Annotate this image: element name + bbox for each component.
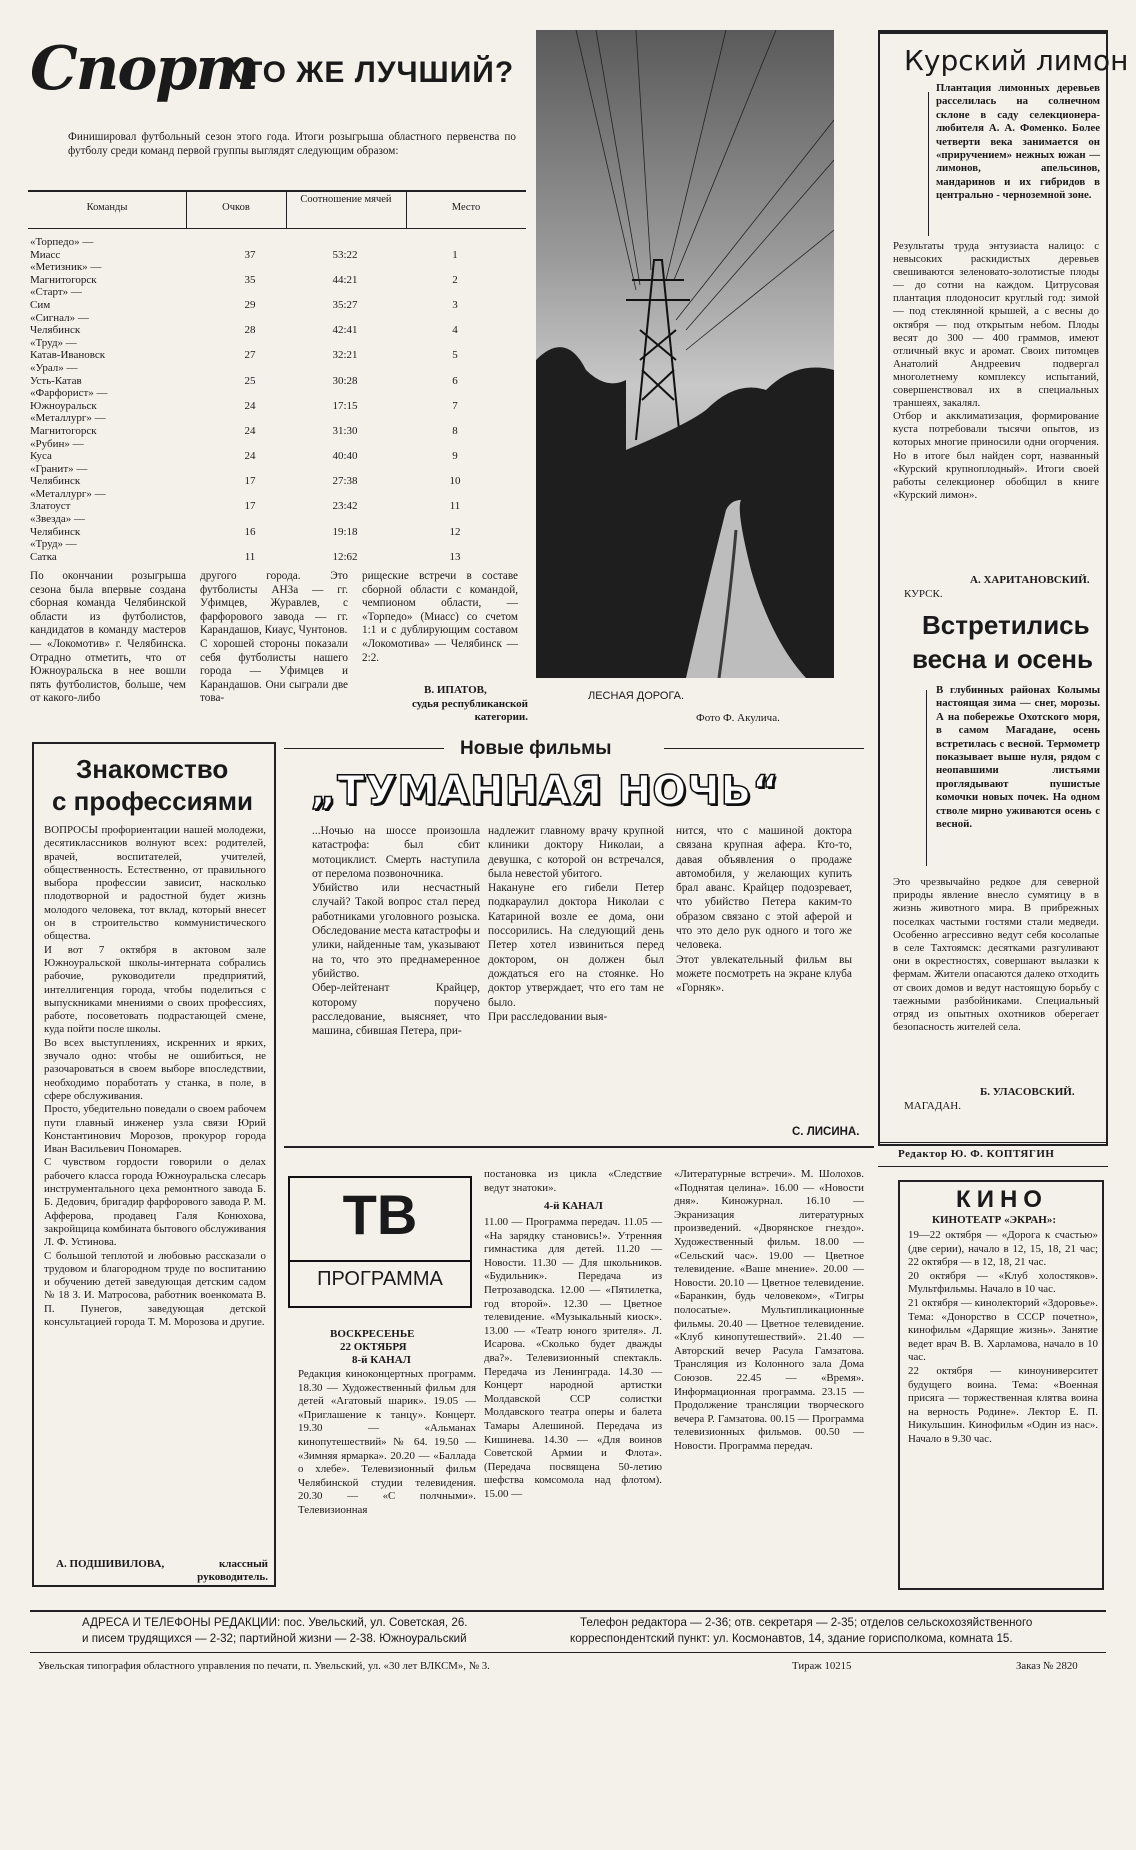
points-value: 17 xyxy=(244,500,256,513)
table-row xyxy=(30,387,510,400)
seasons-title-2: весна и осень xyxy=(912,644,1093,674)
place-value: 10 xyxy=(449,475,461,488)
goals-cell xyxy=(290,286,400,299)
team-city: Челябинск xyxy=(30,525,81,538)
table-header-goals: Соотношение мячей xyxy=(300,194,392,205)
table-row xyxy=(30,450,510,463)
kino-theatre: КИНОТЕАТР «ЭКРАН»: xyxy=(932,1214,1057,1226)
points-cell xyxy=(210,387,290,400)
tv-section xyxy=(284,1152,872,1612)
profession-title-1: Знакомство xyxy=(76,754,229,784)
place-value: 12 xyxy=(449,525,461,538)
points-value: 25 xyxy=(244,374,256,387)
place-value: 8 xyxy=(452,424,458,437)
sport-col3: рищеские встречи в составе сборной области с командой, чемпионом области, — «Торпедо» (Миасс) со счетом 1:1 и с дублирующим составом «Локомотива» — Челябинск — 2:2. xyxy=(362,570,518,664)
points-cell xyxy=(210,261,290,274)
sport-logo: Спорт xyxy=(30,34,257,104)
points-value: 29 xyxy=(244,298,256,311)
table-row xyxy=(30,324,510,337)
place-value: 11 xyxy=(449,500,461,513)
lemon-title: Курский лимон xyxy=(904,44,1129,77)
team-name: «Труд» — xyxy=(30,538,77,551)
place-cell xyxy=(400,286,510,299)
place-cell xyxy=(400,362,510,375)
team-name: «Металлург» — xyxy=(30,487,106,500)
table-row xyxy=(30,261,510,274)
place-cell xyxy=(400,261,510,274)
table-row xyxy=(30,526,510,539)
place-cell xyxy=(400,438,510,451)
team-city: Челябинск xyxy=(30,475,81,488)
table-row xyxy=(30,299,510,312)
tv-channel-4: 4-й КАНАЛ xyxy=(544,1200,603,1212)
place-cell xyxy=(400,538,510,551)
tv-badge-small: ПРОГРАММА xyxy=(317,1268,443,1290)
points-cell xyxy=(210,463,290,476)
table-row xyxy=(30,337,510,350)
team-name: «Торпедо» — xyxy=(30,236,94,248)
photo-caption: ЛЕСНАЯ ДОРОГА. xyxy=(588,690,685,702)
goals-cell xyxy=(290,261,400,274)
films-col1: ...Ночью на шоссе произошла катастрофа: был сбит мотоциклист. Смерть наступила от перелома позвоночника. Убийство или несчастный случай? Такой вопрос стал перед работниками уголовного розыска. Обследование места катастрофы и улики, найденные там, указывают на то, что это преднамеренное убийство. Обер-лейтенант Крайцер, которому поручено расследование, выясняет, что машина, сбившая Петера, при- xyxy=(312,825,480,1038)
team-name: «Фарфорист» — xyxy=(30,387,108,400)
team-name: «Труд» — xyxy=(30,336,77,349)
table-row xyxy=(30,349,510,362)
place-value: 2 xyxy=(452,273,458,286)
seasons-place: МАГАДАН. xyxy=(904,1100,961,1112)
table-row xyxy=(30,375,510,388)
team-city: Сатка xyxy=(30,550,57,563)
footer-circulation: Тираж 10215 xyxy=(792,1660,852,1672)
goals-cell xyxy=(290,236,400,249)
films-kicker: Новые фильмы xyxy=(460,738,612,759)
goals-cell xyxy=(290,538,400,551)
points-value: 24 xyxy=(244,424,256,437)
place-value: 13 xyxy=(449,550,461,563)
tv-col3: «Литературные встречи». М. Шолохов. «Поднятая целина». 16.00 — «Новости дня». Киножурнал. 16.10 — Экранизация литературных произведений. «Дворянское гнездо». Художественный фильм. 18.00 — «Сельский час». 19.00 — Цветное телевидение. «Ваше мнение». 20.00 — Новости. 20.10 — Цветное телевидение. «Баранкин, будь человеком», «Тигры полосатые». Мультипликационные фильмы. 20.40 — Цветное телевидение. «Клуб кинопутешествий». 21.40 — Авторский вечер Расула Гамзатова. Трансляция из Колонного зала Дома Союзов. 22.45 — «Время». Информационная программа. 23.15 — Продолжение трансляции творческого вечера Р. Гамзатова. 00.15 — Программа телевизионных фильмов. 00.50 — Новости. Программа передач. xyxy=(674,1168,864,1452)
team-city: Магнитогорск xyxy=(30,424,97,437)
goals-value: 19:18 xyxy=(332,525,358,538)
seasons-lead: В глубинных районах Колымы настоящая зима — снег, морозы. А на побережье Охотского моря, в самом Магадане, осень встретилась с весной. Термометр показывает выше нуля, рядом с неопавшими листьями проглядывают пушистые комочки новых почек. На одном стволе мирно уживаются осень с весной. xyxy=(936,684,1100,831)
goals-value: 53:22 xyxy=(332,248,358,261)
goals-value: 35:27 xyxy=(332,298,358,311)
place-cell xyxy=(400,463,510,476)
points-cell xyxy=(210,513,290,526)
profession-body: ВОПРОСЫ профориентации нашей молодежи, десятиклассников волнуют всех: родителей, врачей, воспитателей, учителей, общественность. Естественно, от правильного выбора профессии зависит, насколько плодотворной и радостной будет жизнь молодого человека, тот вклад, который внесет он в строительство коммунистического общества. И вот 7 октября в актовом зале Южноуральской школы-интерната собрались рабочие, руководители предприятий, интеллигенция города, чтобы поделиться с выпускниками мнениями о своих профессиях, работе, посоветовать подрастающей смене, куда пойти после школы. Во всех выступлениях, искренних и ярких, звучало одно: чтобы не ошибиться, не разочароваться в своем выборе впоследствии, необходимо поработать у станка, в поле, в сфере обслуживания. Просто, убедительно поведали о своем рабочем пути главный инженер узла связи Юрий Константинович Морозов, прокурор города Иван Васильевич Пономарев. С чувством гордости говорили о делах рабочего класса города Южноуральска слесарь инструментального цеха ремонтного завода Б. Б. Дедович, бригадир фарфорового завода Р. М. Афферова, продавец Галя Конюхова, закройщица комбината бытового обслуживания Л. Ф. Устинова. С большой теплотой и любовью рассказали о трудовом и благородном труде по воспитанию и обучению детей заведующая детским садом № 18 З. И. Матросова, работник военкомата В. П. Пунегов, заведующая детской консультацией города Т. М. Морозова и другие. xyxy=(44,824,267,1328)
team-city: Магнитогорск xyxy=(30,273,97,286)
place-value: 4 xyxy=(452,324,458,337)
table-row xyxy=(30,475,510,488)
points-value: 24 xyxy=(244,450,256,463)
tv-badge-big: ТВ xyxy=(342,1183,418,1246)
team-name: «Старт» — xyxy=(30,286,82,299)
tv-day: ВОСКРЕСЕНЬЕ xyxy=(330,1328,415,1340)
table-header-points: Очков xyxy=(222,202,250,213)
points-cell xyxy=(210,488,290,501)
points-value: 27 xyxy=(244,349,256,362)
points-value: 11 xyxy=(244,550,256,563)
films-col2: надлежит главному врачу крупной клиники доктору Николаи, а девушка, с которой он встречался, была невестой убитого. Накануне его гибели Петер подкараулил доктора Николаи с Катариной возле ее дома, они поссорились. На следующий день Петер хотел извиниться перед доктором, он должен был дождаться его на стоянке. Но доктор утверждает, что его там не было. При расследовании выя- xyxy=(488,825,664,1023)
tv-date: 22 ОКТЯБРЯ xyxy=(340,1341,407,1353)
place-value: 5 xyxy=(452,349,458,362)
goals-value: 32:21 xyxy=(332,349,358,362)
points-value: 16 xyxy=(244,525,256,538)
photo-credit: Фото Ф. Акулича. xyxy=(696,712,780,724)
profession-author-title: классный руководитель. xyxy=(197,1558,268,1583)
goals-value: 23:42 xyxy=(332,500,358,513)
team-name: «Металлург» — xyxy=(30,412,106,425)
goals-cell xyxy=(290,513,400,526)
tv-badge xyxy=(288,1176,472,1308)
team-name: «Рубин» — xyxy=(30,437,84,450)
goals-value: 17:15 xyxy=(332,399,358,412)
footer-print: Увельская типография областного управления по печати, п. Увельский, ул. «30 лет ВЛКСМ», № 3. xyxy=(38,1660,490,1672)
lemon-author: А. ХАРИТАНОВСКИЙ. xyxy=(970,574,1090,586)
team-city: Усть-Катав xyxy=(30,374,82,387)
table-row xyxy=(30,488,510,501)
footer-line1-left: АДРЕСА И ТЕЛЕФОНЫ РЕДАКЦИИ: пос. Увельский, ул. Советская, 26. xyxy=(82,1616,468,1629)
team-name: «Метизник» — xyxy=(30,261,102,274)
goals-value: 40:40 xyxy=(332,450,358,463)
table-header-team: Команды xyxy=(86,202,128,213)
goals-value: 31:30 xyxy=(332,424,358,437)
sport-col2: другого города. Это футболисты АНЗа — гг. Уфимцев, Журавлев, с фарфорового завода — гг. Карандашов, Киаус, Чунтонов. С хорошей стороны показали себя футболисты нашего города — Уфимцев и Карандашов. Они сыграли две това- xyxy=(200,570,348,705)
team-city: Куса xyxy=(30,450,52,463)
points-cell xyxy=(210,236,290,249)
place-cell xyxy=(400,412,510,425)
footer-order: Заказ № 2820 xyxy=(1016,1660,1078,1672)
place-value: 7 xyxy=(452,399,458,412)
points-value: 17 xyxy=(244,475,256,488)
points-cell xyxy=(210,286,290,299)
goals-cell xyxy=(290,412,400,425)
tv-col2: 11.00 — Программа передач. 11.05 — «На зарядку становись!». Утренняя гимнастика для детей. 11.20 — Новости. 11.30 — Для школьников. «Будильник». Передача из Петрозаводска. 12.00 — «Пятилетка, год второй». 12.30 — Цветное телевидение. «Музыкальный киоск». 13.00 — «Театр юного зрителя». Л. Исарова. «Сколько будет дважды два?». Телевизионный спектакль. Передача из Ленинграда. 14.30 — Концерт народной артистки Молдавской ССР солистки Молдавского театра оперы и балета Тамары Алешиной. Передача из Кишинева. 14.30 — «Для воинов Советской Армии и Флота». (Передача посвящена 50-летию шефства комсомола над флотом). 15.00 — xyxy=(484,1216,662,1500)
lemon-place: КУРСК. xyxy=(904,588,943,600)
table-row xyxy=(30,425,510,438)
table-row xyxy=(30,500,510,513)
seasons-author: Б. УЛАСОВСКИЙ. xyxy=(980,1086,1075,1098)
points-cell xyxy=(210,362,290,375)
table-row xyxy=(30,513,510,526)
table-row xyxy=(30,412,510,425)
films-title: „ТУМАННАЯ НОЧЬ“ xyxy=(310,768,780,814)
place-value: 6 xyxy=(452,374,458,387)
place-cell xyxy=(400,387,510,400)
place-cell xyxy=(400,337,510,350)
seasons-body: Это чрезвычайно редкое для северной природы явление внесло сумятицу в в жизнь животного мира. В прибрежных поселках частыми гостями стали медведи. Особенно агрессивно ведут себя косолапые в селе Тахтоямск: десятками разгуливают они в окрестностях, совершают вылазки к фермам. Жители опасаются далеко отходить от своих домов и ведут настоящую борьбу с таежными разбойниками. Специальный отряд из опытных охотников оберегает безопасность жителей села. xyxy=(893,876,1099,1034)
points-cell xyxy=(210,412,290,425)
team-city: Челябинск xyxy=(30,324,81,337)
kino-title: КИНО xyxy=(956,1186,1048,1213)
forest-road-photo xyxy=(536,30,834,678)
place-value: 3 xyxy=(452,298,458,311)
kino-body: 19—22 октября — «Дорога к счастью» (две серии), начало в 12, 15, 18, 21 час; 22 октября — в 12, 18, 21 час. 20 октября — «Клуб холостяков». Мультфильмы. Начало в 10 час. 21 октября — кинолекторий «Здоровье». Тема: «Донорство в СССР почетно», кинофильм «Дарящие жизнь». Занятие ведет врач В. В. Харламова, начало в 10 час. 22 октября — киноуниверситет будущего воина. Тема: «Военная присяга — торжественная клятва воина на верность Родине». Лектор Е. П. Никульшин. Кинофильм «Один из нас». Начало в 9.30 час. xyxy=(908,1229,1098,1445)
table-row xyxy=(30,312,510,325)
place-cell xyxy=(400,513,510,526)
footer-line1-right: Телефон редактора — 2-36; отв. секретаря — 2-35; отделов сельскохозяйственного xyxy=(580,1616,1033,1629)
sport-signature-title: судья республиканской категории. xyxy=(412,698,528,723)
films-section xyxy=(284,738,872,1138)
team-city: Катав-Ивановск xyxy=(30,349,106,362)
films-col3: нится, что с машиной доктора связана крупная афера. Кто-то, давая объявления о продаже автомобиля, у желающих купить брал аванс. Крайцер подозревает, что убийство Петера каким-то образом связано с этой аферой и что это дело рук одного и того же человека. Этот увлекательный фильм вы можете посмотреть на экране клуба «Горняк». xyxy=(676,825,852,995)
points-cell xyxy=(210,337,290,350)
table-row xyxy=(30,249,510,262)
table-header-place: Место xyxy=(451,202,481,213)
footer-line2-left: и писем трудящихся — 2-32; партийной жизни — 2-38. Южноуральский xyxy=(82,1632,467,1645)
goals-cell xyxy=(290,488,400,501)
goals-cell xyxy=(290,438,400,451)
team-city: Златоуст xyxy=(30,500,71,513)
goals-cell xyxy=(290,337,400,350)
points-cell xyxy=(210,538,290,551)
team-city: Сим xyxy=(30,298,51,311)
goals-cell xyxy=(290,387,400,400)
points-value: 28 xyxy=(244,324,256,337)
sport-signature: В. ИПАТОВ, xyxy=(424,684,487,696)
sport-col1: По окончании розыгрыша сезона была впервые создана сборная команда Челябинской области из футболистов, кандидатов в команду мастеров — «Локомотив» г. Челябинска. Отрадно отметить, что от Южноуральска в нее вошли пять футболистов, больше, чем от какого-либо xyxy=(30,570,186,705)
goals-value: 42:41 xyxy=(332,324,358,337)
team-name: «Звезда» — xyxy=(30,513,86,526)
photo-block xyxy=(536,30,834,740)
goals-cell xyxy=(290,362,400,375)
place-value: 1 xyxy=(452,248,458,261)
team-name: «Сигнал» — xyxy=(30,311,89,324)
points-value: 24 xyxy=(244,399,256,412)
team-name: «Урал» — xyxy=(30,361,78,374)
profession-title-2: с профессиями xyxy=(52,786,253,816)
place-cell xyxy=(400,236,510,249)
goals-cell xyxy=(290,463,400,476)
goals-value: 27:38 xyxy=(332,475,358,488)
tv-channel-8: 8-й КАНАЛ xyxy=(352,1354,411,1366)
editor-line: Редактор Ю. Ф. КОПТЯГИН xyxy=(898,1148,1055,1160)
place-cell xyxy=(400,312,510,325)
table-row xyxy=(30,400,510,413)
sport-section xyxy=(28,28,526,728)
tv-col1: Редакция киноконцертных программ. 18.30 — Художественный фильм для детей «Агатовый шарик». 19.05 — «Приглашение к танцу». Концерт. 19.30 — «Альманах кинопутешествий» № 64. 19.50 — «Зимняя ярмарка». 20.20 — «Баллада о хлебе». Телевизионный фильм Челябинской студии телевидения. 20.30 — «С полчными». Телевизионная xyxy=(298,1368,476,1516)
results-table xyxy=(30,236,526,563)
points-cell xyxy=(210,312,290,325)
table-row xyxy=(30,538,510,551)
tv-col2-pre: постановка из цикла «Следствие ведут знатоки». xyxy=(484,1168,662,1194)
profession-author: А. ПОДШИВИЛОВА, xyxy=(56,1558,165,1570)
points-value: 35 xyxy=(244,273,256,286)
team-city: Южноуральск xyxy=(30,399,97,412)
goals-value: 30:28 xyxy=(332,374,358,387)
goals-value: 12:62 xyxy=(332,550,358,563)
results-table-body xyxy=(30,236,510,563)
table-row xyxy=(30,551,510,564)
team-city: Миасс xyxy=(30,248,61,261)
table-row xyxy=(30,236,510,249)
sport-intro: Финишировал футбольный сезон этого года. Итоги розыгрыша областного первенства по футболу среди команд первой группы выглядят следующим образом: xyxy=(68,131,516,157)
table-row xyxy=(30,286,510,299)
goals-value: 44:21 xyxy=(332,273,358,286)
table-row xyxy=(30,362,510,375)
table-row xyxy=(30,463,510,476)
table-row xyxy=(30,438,510,451)
goals-cell xyxy=(290,312,400,325)
lemon-body: Результаты труда энтузиаста налицо: с невысоких раскидистых деревьев свешиваются зеленовато-золотистые плоды — до сотни на каждом. Цитрусовая плантация плодоносит круглый год: зимой — под стеклянной крышей, а с весны до октября — под открытым небом. Плоды весят до 300 — 400 граммов, имеют отличный вкус и аромат. Своих питомцев Анатолий Андреевич подвергал многолетнему комплексу испытаний, совершенствовал их в специальных траншеях, закалял. Отбор и акклиматизация, формирование куста потребовали тысячи опытов, из которых многие приносили одни огорчения. Но в итоге был найден сорт, названный «Курский крупноплодный». Итоги своей работы селекционер обобщил в книге «Курский лимон». xyxy=(893,240,1099,501)
points-cell xyxy=(210,438,290,451)
sport-headline: КТО ЖЕ ЛУЧШИЙ? xyxy=(224,56,515,89)
points-value: 37 xyxy=(244,248,256,261)
seasons-title-1: Встретились xyxy=(922,610,1090,640)
team-name: «Гранит» — xyxy=(30,462,88,475)
lemon-lead: Плантация лимонных деревьев расселилась на солнечном склоне в саду селекционера-любителя А. А. Фоменко. Более четверти века занимается он «приручением» нежных южан — лимонов, апельсинов, мандаринов и их гибридов в центрально - черноземной зоне. xyxy=(936,82,1100,202)
films-author: С. ЛИСИНА. xyxy=(792,1126,860,1138)
place-value: 9 xyxy=(452,450,458,463)
place-cell xyxy=(400,488,510,501)
footer-line2-right: корреспондентский пункт: ул. Космонавтов, 14, здание горисполкома, комната 15. xyxy=(570,1632,1013,1645)
table-row xyxy=(30,274,510,287)
